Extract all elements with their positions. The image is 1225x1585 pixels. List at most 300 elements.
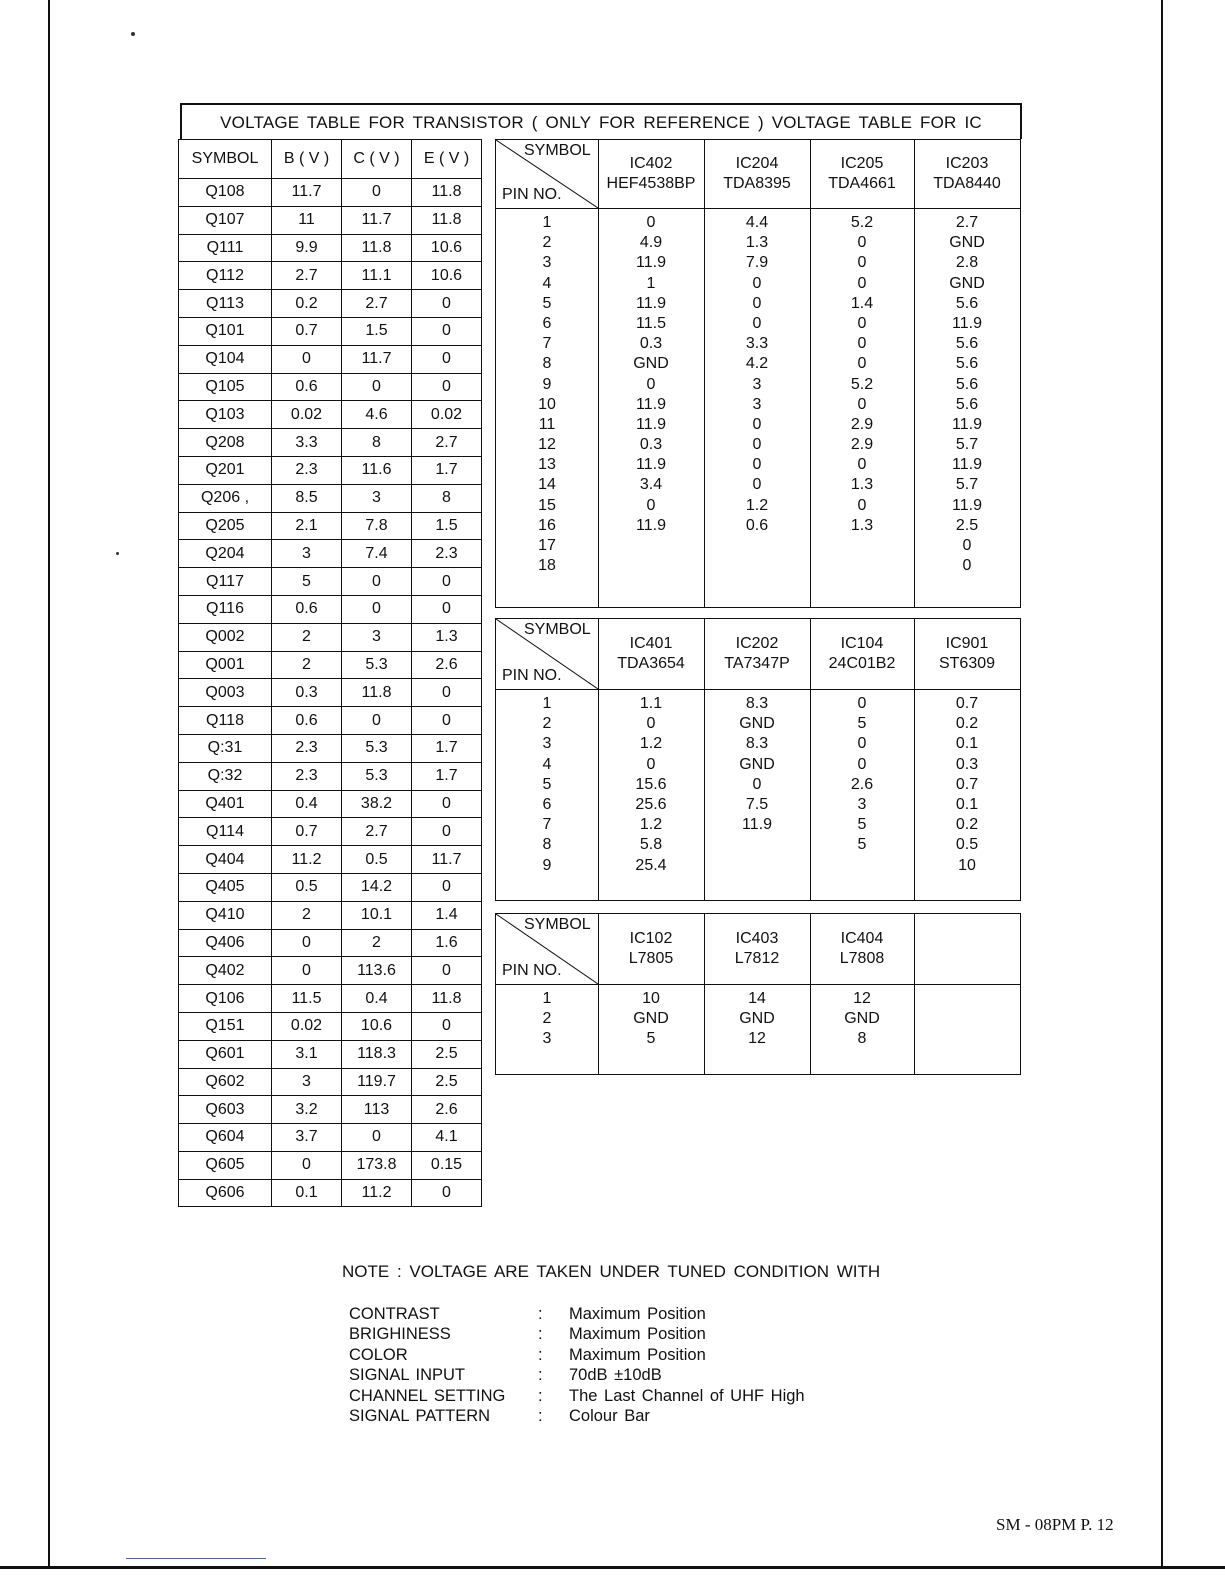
pin-number: 5 — [542, 294, 552, 312]
voltage-cell: 5 — [857, 715, 867, 733]
voltage-cell: 2.3 — [412, 540, 482, 568]
symbol-label: SYMBOL — [524, 916, 591, 933]
transistor-symbol-cell: Q104 — [179, 345, 272, 373]
table-row — [179, 929, 482, 957]
ic-voltage-column — [810, 989, 914, 1050]
voltage-cell: 2.8 — [955, 254, 979, 272]
voltage-cell: 3 — [752, 395, 762, 413]
voltage-cell: 1.7 — [412, 734, 482, 762]
voltage-cell: 11.8 — [342, 234, 412, 262]
ic-name-header — [914, 154, 1020, 194]
pin-number: 4 — [542, 274, 552, 292]
voltage-cell: 0 — [412, 957, 482, 985]
voltage-cell: 2.7 — [342, 818, 412, 846]
voltage-cell: 118.3 — [342, 1040, 412, 1068]
voltage-cell: 9.9 — [272, 234, 342, 262]
voltage-cell: 0 — [412, 818, 482, 846]
transistor-symbol-cell: Q201 — [179, 456, 272, 484]
condition-value: Maximum Position — [569, 1305, 706, 1323]
voltage-cell: 0.6 — [272, 373, 342, 401]
table-row — [179, 623, 482, 651]
voltage-cell: 0.2 — [272, 290, 342, 318]
voltage-cell: 4.9 — [639, 234, 663, 252]
transistor-symbol-cell: Q113 — [179, 290, 272, 318]
voltage-cell: 11.8 — [412, 985, 482, 1013]
ic-name-header — [914, 634, 1020, 674]
condition-label: CHANNEL SETTING — [349, 1386, 506, 1405]
voltage-cell: 0.1 — [272, 1179, 342, 1207]
voltage-cell: 1.3 — [850, 476, 874, 494]
condition-value: Colour Bar — [569, 1407, 650, 1425]
pin-number: 13 — [538, 456, 556, 474]
transistor-symbol-cell: Q112 — [179, 262, 272, 290]
ic-name: IC104 — [840, 635, 884, 652]
voltage-cell: 0.02 — [272, 401, 342, 429]
ic-voltage-column — [598, 989, 704, 1050]
voltage-cell: 1.5 — [342, 317, 412, 345]
voltage-cell: GND — [633, 355, 669, 373]
voltage-cell: 12 — [748, 1030, 766, 1048]
voltage-cell: 8.3 — [745, 735, 769, 753]
table-row — [179, 790, 482, 818]
voltage-cell: 5 — [857, 836, 867, 854]
transistor-symbol-cell: Q206 , — [179, 484, 272, 512]
transistor-symbol-cell: Q:31 — [179, 734, 272, 762]
voltage-cell: 1.3 — [850, 516, 874, 534]
voltage-cell: 3.3 — [272, 429, 342, 457]
pin-number: 3 — [542, 735, 552, 753]
transistor-symbol-cell: Q410 — [179, 901, 272, 929]
voltage-cell: 0 — [412, 873, 482, 901]
voltage-cell: 2.9 — [850, 415, 874, 433]
voltage-cell: 11.1 — [342, 262, 412, 290]
voltage-cell: 4.4 — [745, 214, 769, 231]
ic-name: IC102 — [629, 930, 673, 947]
table-row — [179, 595, 482, 623]
ic-name: IC901 — [945, 635, 989, 652]
pin-number-column — [496, 694, 598, 876]
voltage-cell: 0.6 — [272, 707, 342, 735]
ic-name-header — [704, 154, 810, 194]
voltage-cell: 0 — [342, 595, 412, 623]
table-row — [179, 1151, 482, 1179]
voltage-cell: 3 — [342, 623, 412, 651]
pin-number: 9 — [542, 856, 552, 874]
page-footer: SM - 08PM P. 12 — [996, 1515, 1114, 1534]
voltage-cell: 2.6 — [412, 651, 482, 679]
condition-value: The Last Channel of UHF High — [569, 1386, 805, 1405]
voltage-cell: 11.9 — [952, 496, 982, 514]
voltage-cell: 11.9 — [636, 294, 666, 312]
voltage-cell: 38.2 — [342, 790, 412, 818]
condition-separator: : — [538, 1407, 543, 1425]
ic-table-block-3 — [495, 913, 1021, 1075]
table-row — [179, 818, 482, 846]
ic-voltage-column — [810, 694, 914, 856]
voltage-cell: 11.9 — [952, 456, 982, 474]
table-row — [179, 568, 482, 596]
condition-separator: : — [538, 1345, 543, 1364]
voltage-cell: 11.7 — [272, 179, 342, 207]
ic-part-number: L7805 — [628, 950, 674, 967]
voltage-cell: 113 — [342, 1096, 412, 1124]
transistor-symbol-cell: Q405 — [179, 873, 272, 901]
symbol-label: SYMBOL — [524, 142, 591, 159]
table-row — [179, 317, 482, 345]
voltage-cell: 4.6 — [342, 401, 412, 429]
voltage-cell: 10.6 — [412, 262, 482, 290]
transistor-symbol-cell: Q606 — [179, 1179, 272, 1207]
voltage-cell: 0 — [752, 415, 762, 433]
column-header: SYMBOL — [179, 140, 272, 179]
table-row — [179, 456, 482, 484]
voltage-cell: 173.8 — [342, 1151, 412, 1179]
voltage-cell: 3.4 — [639, 476, 663, 494]
transistor-symbol-cell: Q101 — [179, 317, 272, 345]
voltage-cell: 7.9 — [745, 254, 769, 272]
voltage-cell: 0.02 — [272, 1012, 342, 1040]
condition-label: BRIGHINESS — [349, 1325, 451, 1344]
voltage-cell: 0 — [342, 568, 412, 596]
column-divider — [914, 914, 915, 1074]
table-row — [179, 401, 482, 429]
voltage-cell: 4.2 — [745, 355, 769, 373]
voltage-cell: 2.6 — [412, 1096, 482, 1124]
voltage-cell: 1.2 — [745, 496, 769, 514]
transistor-symbol-cell: Q602 — [179, 1068, 272, 1096]
pin-number: 2 — [542, 234, 552, 252]
voltage-cell: 0 — [272, 1151, 342, 1179]
voltage-cell: 25.4 — [635, 856, 667, 874]
condition-value: Maximum Position — [569, 1325, 706, 1344]
ic-name: IC203 — [945, 155, 989, 172]
ic-voltage-column — [810, 213, 914, 536]
voltage-cell: 5.6 — [955, 335, 979, 353]
voltage-cell: 5.7 — [955, 476, 979, 494]
voltage-cell: 2.7 — [412, 429, 482, 457]
symbol-label: SYMBOL — [524, 621, 591, 638]
voltage-cell: 5.2 — [850, 214, 874, 231]
voltage-cell: 0.7 — [955, 775, 979, 793]
voltage-cell: 0 — [857, 395, 867, 413]
pin-number-column — [496, 989, 598, 1050]
ic-name-header — [598, 154, 704, 194]
voltage-cell: 1.7 — [412, 456, 482, 484]
table-title: VOLTAGE TABLE FOR TRANSISTOR ( ONLY FOR REFERENCE ) VOLTAGE TABLE FOR IC — [220, 113, 982, 132]
pin-number: 11 — [538, 415, 556, 433]
voltage-cell: 3.1 — [272, 1040, 342, 1068]
voltage-cell: 5.3 — [342, 734, 412, 762]
voltage-cell: 0 — [857, 274, 867, 292]
voltage-cell: 2.3 — [272, 456, 342, 484]
ic-voltage-column — [704, 694, 810, 835]
voltage-cell: 0 — [272, 957, 342, 985]
voltage-cell: 10.1 — [342, 901, 412, 929]
voltage-cell: 1.3 — [412, 623, 482, 651]
voltage-cell: GND — [633, 1010, 669, 1028]
voltage-cell: 0.7 — [272, 317, 342, 345]
voltage-cell: 5.7 — [955, 436, 979, 454]
transistor-symbol-cell: Q605 — [179, 1151, 272, 1179]
voltage-cell: 0 — [412, 790, 482, 818]
voltage-cell: 0 — [857, 335, 867, 353]
symbol-pin-header — [496, 914, 598, 984]
voltage-cell: 2 — [272, 623, 342, 651]
voltage-cell: 0.6 — [745, 516, 769, 534]
ic-voltage-column — [598, 213, 704, 536]
voltage-cell: 2.5 — [412, 1040, 482, 1068]
table-row — [179, 290, 482, 318]
voltage-cell: 3 — [342, 484, 412, 512]
transistor-symbol-cell: Q001 — [179, 651, 272, 679]
voltage-cell: 0 — [412, 568, 482, 596]
voltage-cell: GND — [739, 715, 775, 733]
pin-no-label: PIN NO. — [502, 186, 562, 203]
transistor-symbol-cell: Q205 — [179, 512, 272, 540]
transistor-symbol-cell: Q:32 — [179, 762, 272, 790]
voltage-cell: 0 — [646, 496, 656, 514]
voltage-cell: 5.3 — [342, 651, 412, 679]
voltage-cell: 0 — [412, 373, 482, 401]
voltage-cell: 2.7 — [342, 290, 412, 318]
voltage-cell: 0 — [857, 314, 867, 332]
table-row — [179, 1068, 482, 1096]
pin-number: 5 — [542, 775, 552, 793]
ic-voltage-column — [704, 989, 810, 1050]
voltage-cell: 1.5 — [412, 512, 482, 540]
voltage-cell: 10.6 — [342, 1012, 412, 1040]
voltage-cell: 7.4 — [342, 540, 412, 568]
voltage-cell: 11.9 — [636, 516, 666, 534]
voltage-cell: GND — [844, 1010, 880, 1028]
voltage-cell: 2.7 — [272, 262, 342, 290]
table-row — [179, 901, 482, 929]
ic-part-number: HEF4538BP — [606, 175, 696, 192]
ic-voltage-column — [914, 694, 1020, 876]
pin-number: 6 — [542, 314, 552, 332]
column-header: C ( V ) — [342, 140, 412, 179]
table-row — [179, 873, 482, 901]
voltage-cell: 0.4 — [342, 985, 412, 1013]
table-row — [179, 679, 482, 707]
transistor-symbol-cell: Q003 — [179, 679, 272, 707]
transistor-symbol-cell: Q106 — [179, 985, 272, 1013]
voltage-cell: 7.5 — [745, 795, 769, 813]
voltage-cell: 11.5 — [272, 985, 342, 1013]
voltage-cell: 12 — [853, 990, 871, 1007]
voltage-cell: 1.6 — [412, 929, 482, 957]
table-row — [179, 540, 482, 568]
voltage-cell: 2 — [272, 651, 342, 679]
pin-number: 2 — [542, 1010, 552, 1028]
voltage-cell: 8.5 — [272, 484, 342, 512]
voltage-cell: 1.2 — [639, 816, 663, 834]
ic-name: IC402 — [629, 155, 673, 172]
page-border-right — [1161, 0, 1163, 1568]
table-row — [179, 345, 482, 373]
voltage-cell: 14 — [748, 990, 766, 1007]
table-row — [179, 707, 482, 735]
voltage-cell: 0 — [646, 755, 656, 773]
voltage-cell: 0 — [646, 375, 656, 393]
voltage-cell: 0 — [646, 715, 656, 733]
transistor-symbol-cell: Q402 — [179, 957, 272, 985]
ic-name-header — [810, 154, 914, 194]
transistor-symbol-cell: Q404 — [179, 846, 272, 874]
voltage-cell: 5.2 — [850, 375, 874, 393]
voltage-cell: 11.8 — [412, 206, 482, 234]
voltage-cell: 11 — [272, 206, 342, 234]
ic-name-header — [810, 929, 914, 969]
transistor-symbol-cell: Q151 — [179, 1012, 272, 1040]
transistor-symbol-cell: Q406 — [179, 929, 272, 957]
voltage-cell: 10.6 — [412, 234, 482, 262]
pin-number: 3 — [542, 254, 552, 272]
pin-number: 2 — [542, 715, 552, 733]
transistor-symbol-cell: Q114 — [179, 818, 272, 846]
voltage-cell: 1.3 — [745, 234, 769, 252]
voltage-cell: 0.5 — [955, 836, 979, 854]
voltage-cell: 0 — [857, 456, 867, 474]
pin-number: 1 — [542, 695, 552, 712]
ic-part-number: L7808 — [839, 950, 885, 967]
voltage-cell: 5.6 — [955, 375, 979, 393]
transistor-symbol-cell: Q002 — [179, 623, 272, 651]
table-row — [179, 206, 482, 234]
transistor-symbol-cell: Q108 — [179, 179, 272, 207]
pin-no-label: PIN NO. — [502, 962, 562, 979]
pin-number: 6 — [542, 795, 552, 813]
ic-table-block-2 — [495, 618, 1021, 901]
transistor-symbol-cell: Q118 — [179, 707, 272, 735]
transistor-symbol-cell: Q103 — [179, 401, 272, 429]
voltage-cell: 0.02 — [412, 401, 482, 429]
ic-part-number: TDA3654 — [617, 655, 685, 672]
voltage-cell: 11.9 — [952, 314, 982, 332]
voltage-cell: 0 — [962, 537, 972, 554]
voltage-cell: 0 — [272, 345, 342, 373]
pin-number: 7 — [542, 816, 552, 834]
voltage-cell: 5.6 — [955, 395, 979, 413]
table-header-box — [180, 103, 1022, 139]
pin-number: 8 — [542, 355, 552, 373]
voltage-cell: 11.7 — [342, 206, 412, 234]
ic-part-number: TDA8395 — [723, 175, 791, 192]
voltage-cell: 0 — [752, 436, 762, 454]
voltage-cell: 11.7 — [412, 846, 482, 874]
table-row — [179, 734, 482, 762]
condition-label: CONTRAST — [349, 1305, 440, 1323]
column-header: B ( V ) — [272, 140, 342, 179]
voltage-cell: 3 — [752, 375, 762, 393]
voltage-cell: 0.3 — [272, 679, 342, 707]
voltage-cell: 11.9 — [742, 816, 772, 834]
note-title: NOTE : VOLTAGE ARE TAKEN UNDER TUNED CONDITION WITH — [342, 1262, 881, 1281]
voltage-cell: 8 — [342, 429, 412, 457]
ic-voltage-column — [914, 213, 1020, 576]
pin-number: 1 — [542, 990, 552, 1007]
table-row — [179, 762, 482, 790]
voltage-cell: 10 — [958, 856, 976, 874]
scan-speck — [116, 552, 119, 555]
voltage-cell: 3 — [272, 1068, 342, 1096]
pin-number-column — [496, 213, 598, 576]
voltage-cell: 1.1 — [639, 695, 663, 712]
voltage-cell: GND — [739, 755, 775, 773]
ic-name-header — [598, 929, 704, 969]
condition-separator: : — [538, 1305, 543, 1323]
voltage-cell: 11.9 — [636, 415, 666, 433]
voltage-cell: 11.8 — [342, 679, 412, 707]
table-row — [179, 234, 482, 262]
voltage-cell: 0.5 — [342, 846, 412, 874]
voltage-cell: 5 — [272, 568, 342, 596]
ic-voltage-column — [704, 213, 810, 536]
voltage-cell: 3.7 — [272, 1124, 342, 1152]
voltage-cell: 2.6 — [850, 775, 874, 793]
voltage-cell: 0 — [752, 294, 762, 312]
transistor-symbol-cell: Q401 — [179, 790, 272, 818]
voltage-cell: 0 — [412, 317, 482, 345]
voltage-cell: 0 — [857, 234, 867, 252]
condition-separator: : — [538, 1366, 543, 1385]
ic-name-header — [704, 929, 810, 969]
transistor-voltage-table — [178, 139, 482, 1207]
table-row — [179, 512, 482, 540]
condition-separator: : — [538, 1325, 543, 1344]
voltage-cell: 0 — [752, 274, 762, 292]
voltage-cell: 0.3 — [639, 436, 663, 454]
ic-name: IC205 — [840, 155, 884, 172]
voltage-cell: 8.3 — [745, 695, 769, 712]
voltage-cell: 0 — [752, 456, 762, 474]
voltage-cell: 113.6 — [342, 957, 412, 985]
voltage-cell: 0 — [272, 929, 342, 957]
voltage-cell: 0 — [412, 679, 482, 707]
voltage-cell: 0.7 — [272, 818, 342, 846]
pin-number: 7 — [542, 335, 552, 353]
voltage-cell: 11.9 — [952, 415, 982, 433]
condition-label: COLOR — [349, 1345, 408, 1364]
voltage-cell: 0 — [962, 557, 972, 575]
voltage-cell: 0 — [857, 755, 867, 773]
table-row — [179, 985, 482, 1013]
ic-part-number: L7812 — [734, 950, 780, 967]
table-row — [179, 1124, 482, 1152]
symbol-pin-header — [496, 140, 598, 208]
voltage-cell: 11.5 — [636, 314, 666, 332]
voltage-cell: 8 — [857, 1030, 867, 1048]
table-row — [179, 651, 482, 679]
voltage-cell: 1.7 — [412, 762, 482, 790]
pin-number: 12 — [538, 436, 556, 454]
table-row — [179, 1012, 482, 1040]
voltage-cell: 25.6 — [635, 795, 667, 813]
voltage-cell: 0.15 — [412, 1151, 482, 1179]
condition-label: SIGNAL PATTERN — [349, 1407, 491, 1425]
voltage-cell: 4.1 — [412, 1124, 482, 1152]
voltage-cell: 0 — [857, 735, 867, 753]
ic-name: IC404 — [840, 930, 884, 947]
voltage-cell: 0 — [752, 476, 762, 494]
voltage-cell: 2 — [342, 929, 412, 957]
voltage-cell: 2.1 — [272, 512, 342, 540]
ic-name: IC204 — [735, 155, 779, 172]
voltage-cell: 2.7 — [955, 214, 979, 231]
voltage-cell: 0 — [857, 496, 867, 514]
voltage-cell: 14.2 — [342, 873, 412, 901]
voltage-cell: GND — [949, 274, 985, 292]
